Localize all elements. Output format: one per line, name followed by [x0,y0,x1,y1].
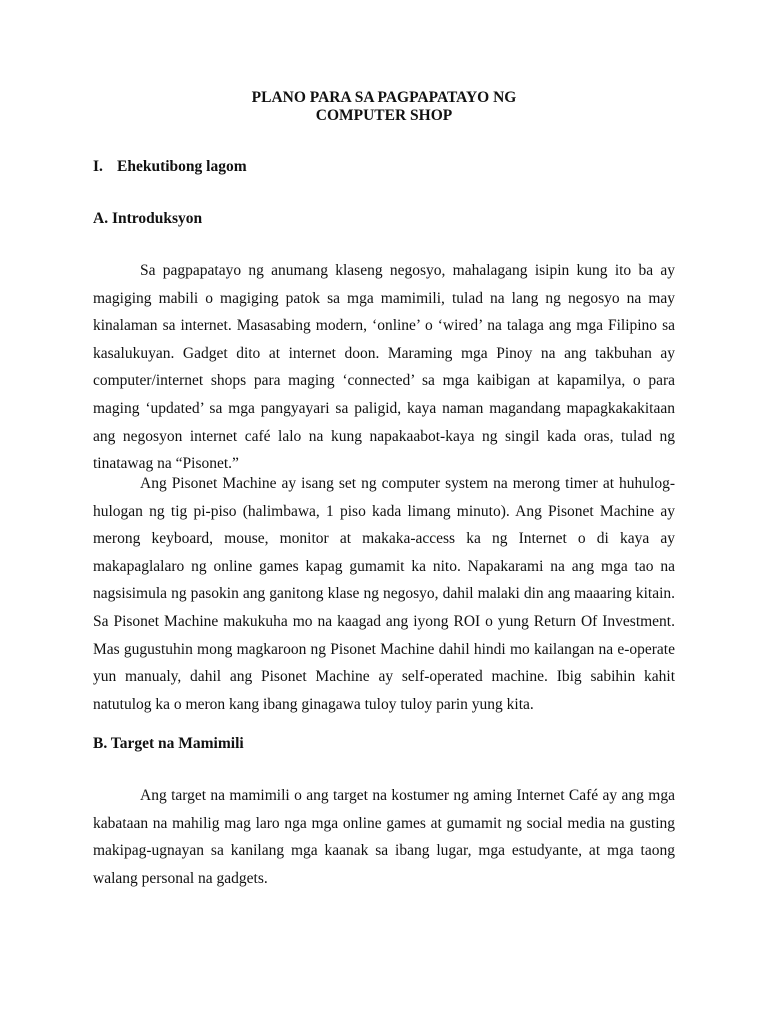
intro-paragraph-2: Ang Pisonet Machine ay isang set ng computer system na merong timer at huhulog-hulogan ng tig pi-piso (halimbawa, 1 piso kada limang minuto). Ang Pisonet Machine ay merong keyboard, mouse, monitor at makaka-access ka ng Internet o di kaya ay makapaglalaro ng online games kapag gumamit ka nito. Napakarami na ang mga tao na nagsisimula ng pasokin ang ganitong klase ng negosyo, dahil malaki din ang maaaring kitain. Sa Pisonet Machine makukuha mo na kaagad ang iyong ROI o yung Return Of Investment. Mas gugustuhin mong magkaroon ng Pisonet Machine dahil hindi mo kailangan na e-operate yun manualy, dahil ang Pisonet Machine ay self-operated machine. Ibig sabihin kahit natutulog ka o meron kang ibang ginagawa tuloy tuloy parin yung kita. [93,475,675,713]
target-market-heading: B. Target na Mamimili [93,735,244,752]
target-market-paragraph: Ang target na mamimili o ang target na kostumer ng aming Internet Café ay ang mga kabataan na mahilig mag laro nga mga online games at gumamit ng social media na gusting makipag-ugnayan sa kanilang mga kaanak sa ibang lugar, mga estudyante, at mga taong walang personal na gadgets. [93,787,675,887]
section-number: I. [93,158,103,175]
section-heading [93,157,247,177]
document-title-line-1: PLANO PARA SA PAGPAPATAYO NG [251,89,517,106]
section-label: Ehekutibong lagom [117,158,247,175]
introduction-heading: A. Introduksyon [93,210,203,227]
document-title-line-2: COMPUTER SHOP [315,107,453,124]
intro-paragraph-1: Sa pagpapatayo ng anumang klaseng negosyo, mahalagang isipin kung ito ba ay magiging mabili o magiging patok sa mga mamimili, tulad na lang ng negosyo na may kinalaman sa internet. Masasabing modern, ‘online’ o ‘wired’ na talaga ang mga Filipino sa kasalukuyan. Gadget dito at internet doon. Maraming mga Pinoy na ang takbuhan ay computer/internet shops para maging ‘connected’ sa mga kaibigan at kapamilya, o para maging ‘updated’ sa mga pangyayari sa paligid, kaya naman magandang mapagkakakitaan ang negosyon internet café lalo na kung napakaabot-kaya ng singil kada oras, tulad ng tinatawag na “Pisonet.” [93,262,675,473]
